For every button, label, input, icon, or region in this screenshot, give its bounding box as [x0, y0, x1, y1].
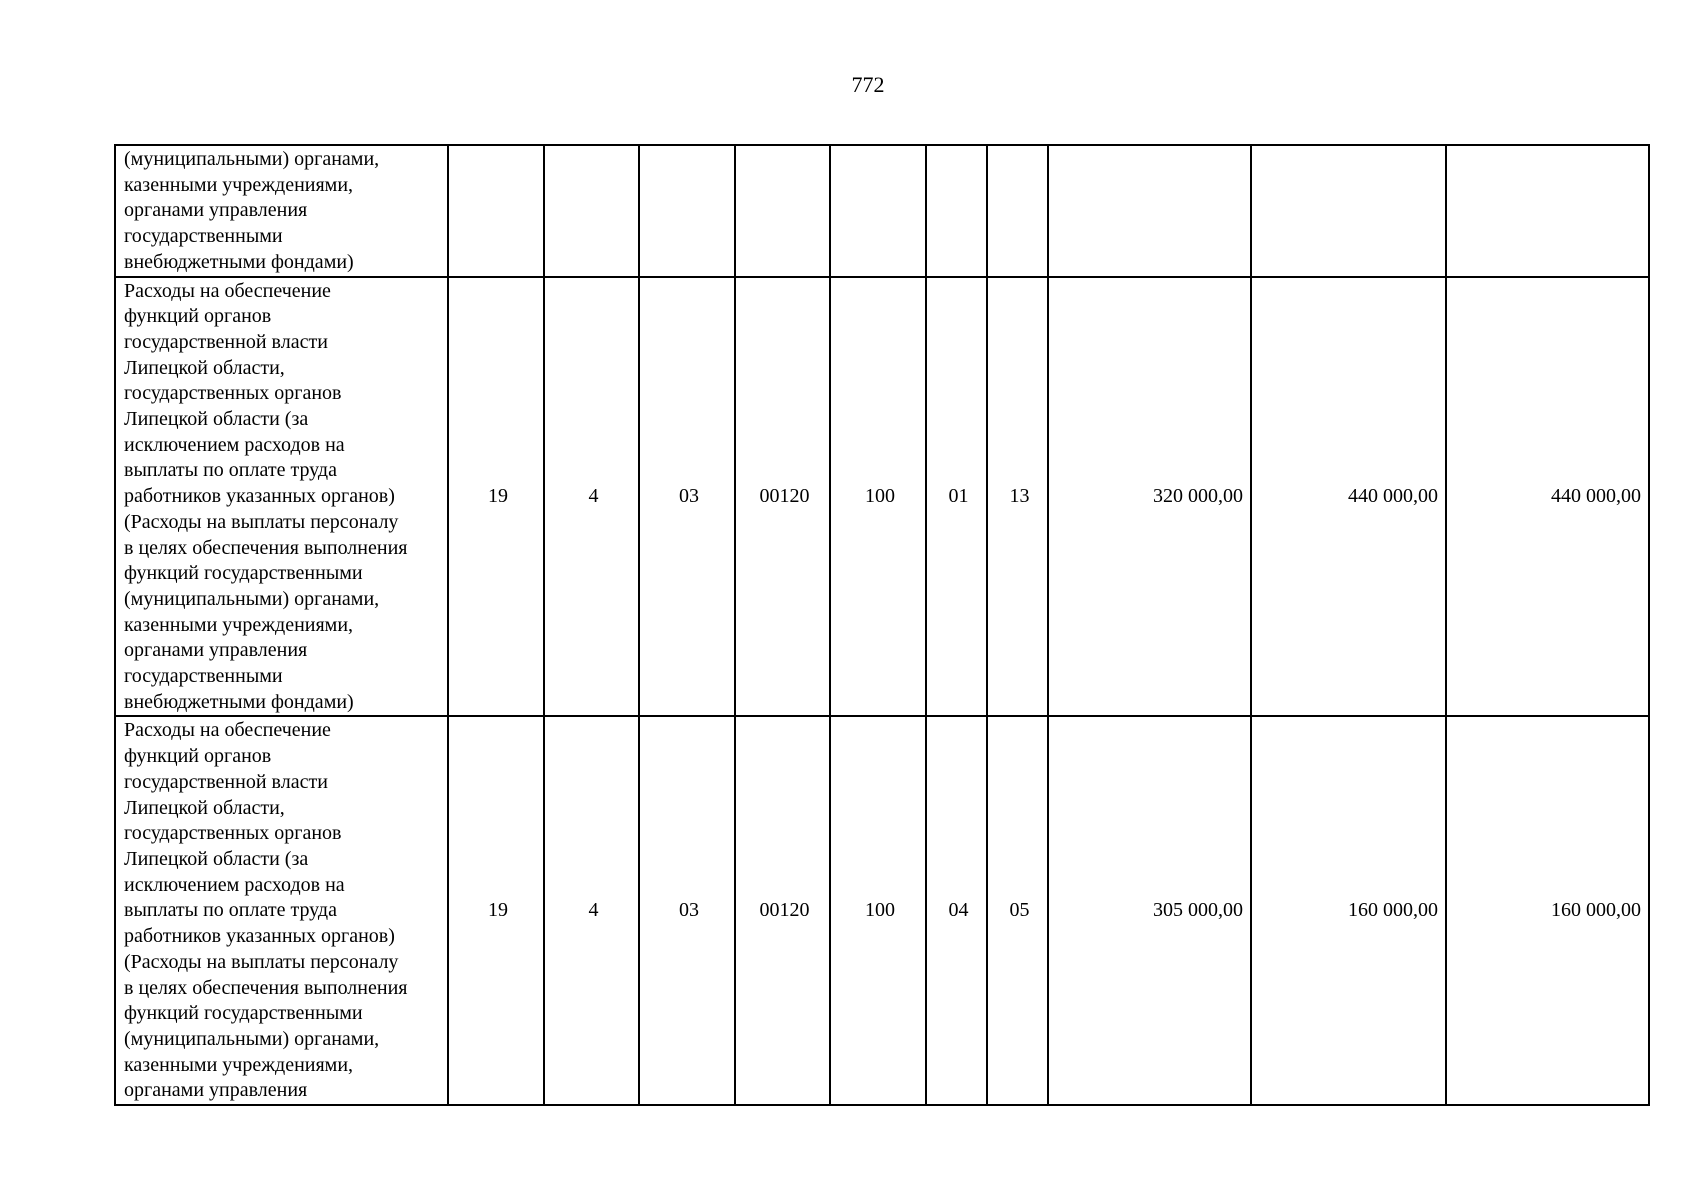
row-description: Расходы на обеспечение функций органов государственной власти Липецкой области, государственных органов Липецкой области (за исключением расходов на выплаты по оплате труда работников указанных органов) (Расходы на выплаты персоналу в целях обеспечения выполнения функций государственными (муниципальными) органами, казенными учреждениями, органами управления: [115, 716, 448, 1105]
code-main-event: 03: [639, 716, 735, 1105]
sum-year-3: 160 000,00: [1446, 716, 1649, 1105]
page-number: 772: [851, 72, 885, 97]
sum-year-1: 305 000,00: [1048, 716, 1251, 1105]
code-direction: 00120: [735, 716, 830, 1105]
code-expense-type: 100: [830, 716, 926, 1105]
row-description: (муниципальными) органами, казенными учреждениями, органами управления государственными внебюджетными фондами): [115, 145, 448, 277]
row-description: Расходы на обеспечение функций органов государственной власти Липецкой области, государственных органов Липецкой области (за исключением расходов на выплаты по оплате труда работников указанных органов) (Расходы на выплаты персоналу в целях обеспечения выполнения функций государственными (муниципальными) органами, казенными учреждениями, органами управления государственными внебюджетными фондами): [115, 277, 448, 717]
code-expense-type: [830, 145, 926, 277]
sum-year-1: 320 000,00: [1048, 277, 1251, 717]
code-program: [448, 145, 544, 277]
code-subsection: 05: [987, 716, 1048, 1105]
budget-table: [114, 144, 1650, 1106]
table-row: [115, 277, 1649, 717]
table-row: [115, 145, 1649, 277]
sum-year-1: [1048, 145, 1251, 277]
code-section: 01: [926, 277, 987, 717]
code-subsection: [987, 145, 1048, 277]
code-section: 04: [926, 716, 987, 1105]
code-direction: 00120: [735, 277, 830, 717]
table-row: [115, 716, 1649, 1105]
sum-year-2: 160 000,00: [1251, 716, 1446, 1105]
sum-year-3: 440 000,00: [1446, 277, 1649, 717]
sum-year-2: [1251, 145, 1446, 277]
code-direction: [735, 145, 830, 277]
code-program: 19: [448, 716, 544, 1105]
code-program: 19: [448, 277, 544, 717]
code-subprogram: [544, 145, 639, 277]
sum-year-3: [1446, 145, 1649, 277]
code-subsection: 13: [987, 277, 1048, 717]
code-section: [926, 145, 987, 277]
code-subprogram: 4: [544, 277, 639, 717]
code-expense-type: 100: [830, 277, 926, 717]
code-main-event: [639, 145, 735, 277]
code-subprogram: 4: [544, 716, 639, 1105]
code-main-event: 03: [639, 277, 735, 717]
sum-year-2: 440 000,00: [1251, 277, 1446, 717]
